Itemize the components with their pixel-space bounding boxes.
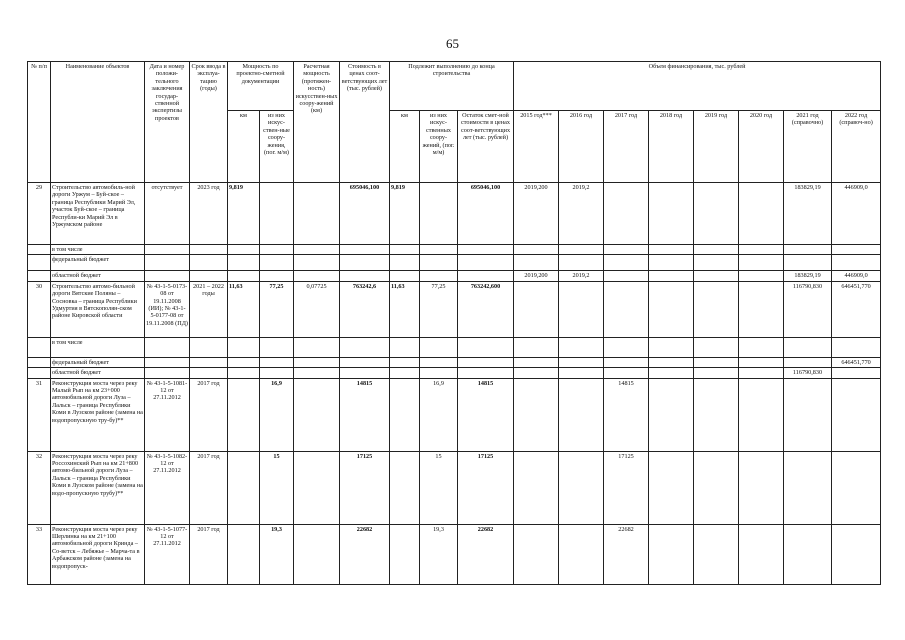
row-date: отсутствует bbox=[145, 183, 190, 245]
row-year-value bbox=[559, 368, 604, 378]
header-year-2016: 2016 год bbox=[559, 111, 604, 183]
row-year-value bbox=[514, 451, 559, 524]
row-remaining-cost: 695046,100 bbox=[458, 183, 514, 245]
row-num: 29 bbox=[28, 183, 51, 245]
row-date: № 43-1-5-1077-12 от 27.11.2012 bbox=[145, 524, 190, 584]
row-capacity-km bbox=[228, 271, 260, 281]
row-year-value bbox=[739, 368, 784, 378]
row-remaining-km: 9,819 bbox=[390, 183, 420, 245]
row-name: Реконструкция моста через реку Шерлинка на км 21+100 автомобильной дороги Кринда – Со-ветск – Лебяжье – Марча-та в Арбажском районе (замена на водопропуск- bbox=[51, 524, 145, 584]
row-term bbox=[190, 368, 228, 378]
row-calc-capacity: 0,07725 bbox=[294, 281, 340, 337]
row-year-value bbox=[514, 245, 559, 255]
row-year-value bbox=[514, 378, 559, 451]
row-year-value bbox=[832, 451, 881, 524]
row-calc-capacity bbox=[294, 378, 340, 451]
row-name: Строительство автомо-бильной дороги Вятские Поляны – Сосновка – граница Республики Удмуртия в Вятскополян-ском районе Кировской области bbox=[51, 281, 145, 337]
row-capacity-km bbox=[228, 378, 260, 451]
row-capacity-art bbox=[260, 255, 294, 271]
row-year-value bbox=[784, 451, 832, 524]
row-term: 2017 год bbox=[190, 451, 228, 524]
row-year-value bbox=[649, 271, 694, 281]
row-capacity-art bbox=[260, 271, 294, 281]
row-remaining-cost: 14815 bbox=[458, 378, 514, 451]
row-capacity-km: 9,819 bbox=[228, 183, 260, 245]
header-capacity-km: км bbox=[228, 111, 260, 183]
row-name: Реконструкция моста через реку Россохинский Рып на км 21+800 автомо-бильной дороги Луза – Лальск – граница Республики Коми в Лузском районе (замена на водо-пропускную трубу)** bbox=[51, 451, 145, 524]
row-capacity-km: 11,63 bbox=[228, 281, 260, 337]
row-year-value: 183829,19 bbox=[784, 271, 832, 281]
row-year-value bbox=[784, 378, 832, 451]
row-year-value: 446909,0 bbox=[832, 271, 881, 281]
row-num bbox=[28, 271, 51, 281]
row-capacity-km bbox=[228, 368, 260, 378]
row-year-value bbox=[649, 378, 694, 451]
row-year-value: 446909,0 bbox=[832, 183, 881, 245]
row-year-value bbox=[649, 183, 694, 245]
header-cost: Стоимость в ценах соот-ветствующих лет (тыс. рублей) bbox=[340, 62, 390, 183]
row-term bbox=[190, 271, 228, 281]
row-num: 31 bbox=[28, 378, 51, 451]
table-row bbox=[28, 183, 881, 245]
row-calc-capacity bbox=[294, 183, 340, 245]
row-remaining-art bbox=[420, 271, 458, 281]
row-year-value bbox=[739, 357, 784, 367]
row-year-value bbox=[739, 451, 784, 524]
row-year-value bbox=[559, 337, 604, 357]
row-year-value bbox=[514, 255, 559, 271]
header-year-2015: 2015 год*** bbox=[514, 111, 559, 183]
row-remaining-cost: 22682 bbox=[458, 524, 514, 584]
row-capacity-km bbox=[228, 524, 260, 584]
table-row bbox=[28, 451, 881, 524]
header-year-2019: 2019 год bbox=[694, 111, 739, 183]
row-remaining-km: 11,63 bbox=[390, 281, 420, 337]
row-year-value bbox=[514, 368, 559, 378]
row-remaining-art bbox=[420, 368, 458, 378]
table-row bbox=[28, 281, 881, 337]
row-remaining-cost bbox=[458, 357, 514, 367]
row-year-value bbox=[604, 183, 649, 245]
row-remaining-km bbox=[390, 357, 420, 367]
row-date: № 43-1-5-0173-08 от 19.11.2008 (ИИ); № 43-1-5-0177-08 от 19.11.2008 (ПД) bbox=[145, 281, 190, 337]
row-year-value: 2019,200 bbox=[514, 183, 559, 245]
row-num bbox=[28, 337, 51, 357]
row-year-value: 116790,830 bbox=[784, 368, 832, 378]
row-num bbox=[28, 245, 51, 255]
row-calc-capacity bbox=[294, 368, 340, 378]
row-capacity-art: 19,3 bbox=[260, 524, 294, 584]
row-year-value bbox=[739, 337, 784, 357]
table-row bbox=[28, 524, 881, 584]
row-year-value bbox=[739, 255, 784, 271]
row-num: 33 bbox=[28, 524, 51, 584]
row-calc-capacity bbox=[294, 357, 340, 367]
row-year-value bbox=[784, 255, 832, 271]
row-year-value bbox=[832, 245, 881, 255]
row-year-value bbox=[514, 524, 559, 584]
row-remaining-cost bbox=[458, 271, 514, 281]
row-year-value bbox=[604, 368, 649, 378]
row-year-value bbox=[604, 255, 649, 271]
row-remaining-art bbox=[420, 337, 458, 357]
row-remaining-km bbox=[390, 524, 420, 584]
row-capacity-art bbox=[260, 245, 294, 255]
row-remaining-art: 15 bbox=[420, 451, 458, 524]
table-row bbox=[28, 271, 881, 281]
header-term: Срок ввода в эксплуа-тацию (годы) bbox=[190, 62, 228, 183]
row-name: Реконструкция моста через реку Малый Рып на км 23+000 автомобильной дороги Луза – Лальск – граница Республики Коми в Лузском районе (замена на водопропускную тру-бу)** bbox=[51, 378, 145, 451]
row-year-value bbox=[649, 337, 694, 357]
row-year-value bbox=[559, 524, 604, 584]
row-remaining-cost bbox=[458, 255, 514, 271]
row-year-value bbox=[559, 378, 604, 451]
row-term bbox=[190, 245, 228, 255]
row-capacity-art bbox=[260, 183, 294, 245]
row-capacity-km bbox=[228, 245, 260, 255]
row-year-value bbox=[694, 337, 739, 357]
row-capacity-km bbox=[228, 337, 260, 357]
header-num: № п/п bbox=[28, 62, 51, 183]
row-year-value: 17125 bbox=[604, 451, 649, 524]
table-row bbox=[28, 245, 881, 255]
row-cost: 22682 bbox=[340, 524, 390, 584]
row-calc-capacity bbox=[294, 337, 340, 357]
row-calc-capacity bbox=[294, 271, 340, 281]
row-year-value bbox=[739, 524, 784, 584]
row-capacity-art bbox=[260, 357, 294, 367]
row-year-value bbox=[694, 378, 739, 451]
header-financing: Объем финансирования, тыс. рублей bbox=[514, 62, 881, 111]
row-year-value bbox=[559, 451, 604, 524]
row-cost bbox=[340, 357, 390, 367]
row-date bbox=[145, 271, 190, 281]
header-name: Наименование объектов bbox=[51, 62, 145, 183]
row-capacity-art bbox=[260, 368, 294, 378]
header-year-2017: 2017 год bbox=[604, 111, 649, 183]
row-capacity-km bbox=[228, 357, 260, 367]
row-num bbox=[28, 255, 51, 271]
row-year-value bbox=[559, 357, 604, 367]
row-year-value: 646451,770 bbox=[832, 357, 881, 367]
row-remaining-cost bbox=[458, 337, 514, 357]
row-remaining-km bbox=[390, 255, 420, 271]
row-year-value bbox=[739, 281, 784, 337]
row-year-value bbox=[649, 255, 694, 271]
row-year-value bbox=[604, 357, 649, 367]
row-remaining-art bbox=[420, 245, 458, 255]
row-year-value bbox=[694, 183, 739, 245]
row-term bbox=[190, 337, 228, 357]
row-num bbox=[28, 368, 51, 378]
row-year-value bbox=[832, 524, 881, 584]
row-remaining-art bbox=[420, 255, 458, 271]
row-capacity-art: 16,9 bbox=[260, 378, 294, 451]
row-year-value bbox=[832, 255, 881, 271]
row-year-value bbox=[694, 524, 739, 584]
header-capacity-art: из них искус-ствен-ные соору-жения, (пог. м/м) bbox=[260, 111, 294, 183]
row-year-value bbox=[649, 451, 694, 524]
row-remaining-cost: 17125 bbox=[458, 451, 514, 524]
row-term: 2017 год bbox=[190, 524, 228, 584]
row-remaining-cost: 763242,600 bbox=[458, 281, 514, 337]
row-year-value bbox=[604, 337, 649, 357]
row-date: № 43-1-5-1082-12 от 27.11.2012 bbox=[145, 451, 190, 524]
row-year-value bbox=[604, 245, 649, 255]
row-year-value bbox=[739, 378, 784, 451]
row-year-value: 2019,2 bbox=[559, 271, 604, 281]
row-term: 2023 год bbox=[190, 183, 228, 245]
row-calc-capacity bbox=[294, 255, 340, 271]
row-year-value: 22682 bbox=[604, 524, 649, 584]
header-calc-capacity: Расчетная мощность (протяжен-ность) искусствен-ных соору-жений (км) bbox=[294, 62, 340, 183]
row-date bbox=[145, 255, 190, 271]
row-name: в том числе bbox=[51, 337, 145, 357]
row-calc-capacity bbox=[294, 451, 340, 524]
row-year-value: 646451,770 bbox=[832, 281, 881, 337]
row-name: Строительство автомобиль-ной дороги Уржум – Буй-ское – граница Республики Марий Эл, участок Буй-ское – граница Республи-ки Марий Эл в Уржумском районе bbox=[51, 183, 145, 245]
row-cost: 695046,100 bbox=[340, 183, 390, 245]
row-remaining-cost bbox=[458, 245, 514, 255]
row-term: 2021 – 2022 годы bbox=[190, 281, 228, 337]
row-capacity-art: 15 bbox=[260, 451, 294, 524]
row-remaining-km bbox=[390, 245, 420, 255]
row-term: 2017 год bbox=[190, 378, 228, 451]
row-remaining-art: 16,9 bbox=[420, 378, 458, 451]
row-year-value bbox=[739, 245, 784, 255]
row-num: 32 bbox=[28, 451, 51, 524]
table-row bbox=[28, 255, 881, 271]
row-cost: 14815 bbox=[340, 378, 390, 451]
row-year-value bbox=[559, 245, 604, 255]
row-year-value bbox=[694, 271, 739, 281]
page-number: 65 bbox=[446, 36, 459, 51]
row-year-value bbox=[739, 183, 784, 245]
row-cost: 763242,6 bbox=[340, 281, 390, 337]
row-year-value bbox=[784, 245, 832, 255]
row-year-value bbox=[739, 271, 784, 281]
row-remaining-art bbox=[420, 357, 458, 367]
header-year-2022: 2022 год (справоч-но) bbox=[832, 111, 881, 183]
row-remaining-cost bbox=[458, 368, 514, 378]
row-date bbox=[145, 337, 190, 357]
row-capacity-km bbox=[228, 451, 260, 524]
row-year-value: 14815 bbox=[604, 378, 649, 451]
header-year-2020: 2020 год bbox=[739, 111, 784, 183]
table-row bbox=[28, 357, 881, 367]
row-date bbox=[145, 245, 190, 255]
row-name: федеральный бюджет bbox=[51, 357, 145, 367]
row-remaining-km bbox=[390, 378, 420, 451]
financing-table bbox=[27, 61, 881, 585]
header-capacity: Мощность по проектно-сметной документации bbox=[228, 62, 294, 111]
row-year-value bbox=[784, 357, 832, 367]
row-name: федеральный бюджет bbox=[51, 255, 145, 271]
row-year-value bbox=[694, 245, 739, 255]
row-name: областной бюджет bbox=[51, 271, 145, 281]
row-year-value bbox=[514, 357, 559, 367]
header-remaining-art: из них искус-ственных соору-жений, (пог. м/м) bbox=[420, 111, 458, 183]
header-remaining: Подлежит выполнению до конца строительства bbox=[390, 62, 514, 111]
row-num bbox=[28, 357, 51, 367]
row-year-value bbox=[514, 337, 559, 357]
row-year-value: 183829,19 bbox=[784, 183, 832, 245]
row-capacity-art bbox=[260, 337, 294, 357]
row-year-value: 2019,2 bbox=[559, 183, 604, 245]
row-cost bbox=[340, 271, 390, 281]
row-year-value bbox=[694, 368, 739, 378]
row-cost bbox=[340, 245, 390, 255]
row-term bbox=[190, 357, 228, 367]
row-term bbox=[190, 255, 228, 271]
row-remaining-km bbox=[390, 451, 420, 524]
header-row-1 bbox=[28, 62, 881, 111]
header-date: Дата и номер положи-тельного заключения государ-ственной экспертизы проектов bbox=[145, 62, 190, 183]
table-row bbox=[28, 378, 881, 451]
row-remaining-km bbox=[390, 271, 420, 281]
row-year-value: 116790,830 bbox=[784, 281, 832, 337]
row-year-value bbox=[832, 378, 881, 451]
row-year-value: 2019,200 bbox=[514, 271, 559, 281]
row-capacity-km bbox=[228, 255, 260, 271]
row-year-value bbox=[649, 368, 694, 378]
row-cost bbox=[340, 337, 390, 357]
row-year-value bbox=[649, 524, 694, 584]
row-year-value bbox=[694, 281, 739, 337]
table-row bbox=[28, 368, 881, 378]
row-year-value bbox=[649, 281, 694, 337]
row-year-value bbox=[514, 281, 559, 337]
row-remaining-km bbox=[390, 337, 420, 357]
row-remaining-km bbox=[390, 368, 420, 378]
row-num: 30 bbox=[28, 281, 51, 337]
row-year-value bbox=[784, 337, 832, 357]
row-date bbox=[145, 357, 190, 367]
row-year-value bbox=[649, 245, 694, 255]
row-calc-capacity bbox=[294, 524, 340, 584]
row-capacity-art: 77,25 bbox=[260, 281, 294, 337]
row-year-value bbox=[832, 368, 881, 378]
row-year-value bbox=[784, 524, 832, 584]
row-year-value bbox=[649, 357, 694, 367]
row-date: № 43-1-5-1081-12 от 27.11.2012 bbox=[145, 378, 190, 451]
row-calc-capacity bbox=[294, 245, 340, 255]
row-remaining-art bbox=[420, 183, 458, 245]
row-year-value bbox=[694, 451, 739, 524]
row-year-value bbox=[604, 271, 649, 281]
table-row bbox=[28, 337, 881, 357]
row-year-value bbox=[694, 255, 739, 271]
row-remaining-art: 77,25 bbox=[420, 281, 458, 337]
header-year-2021: 2021 год (справочно) bbox=[784, 111, 832, 183]
row-year-value bbox=[604, 281, 649, 337]
row-year-value bbox=[559, 255, 604, 271]
row-year-value bbox=[694, 357, 739, 367]
header-remaining-cost: Остаток смет-ной стоимости в ценах соот-ветствующих лет (тыс. рублей) bbox=[458, 111, 514, 183]
row-remaining-art: 19,3 bbox=[420, 524, 458, 584]
row-cost bbox=[340, 255, 390, 271]
header-remaining-km: км bbox=[390, 111, 420, 183]
row-name: в том числе bbox=[51, 245, 145, 255]
row-year-value bbox=[832, 337, 881, 357]
row-date bbox=[145, 368, 190, 378]
row-cost bbox=[340, 368, 390, 378]
row-cost: 17125 bbox=[340, 451, 390, 524]
row-year-value bbox=[559, 281, 604, 337]
header-year-2018: 2018 год bbox=[649, 111, 694, 183]
row-name: областной бюджет bbox=[51, 368, 145, 378]
